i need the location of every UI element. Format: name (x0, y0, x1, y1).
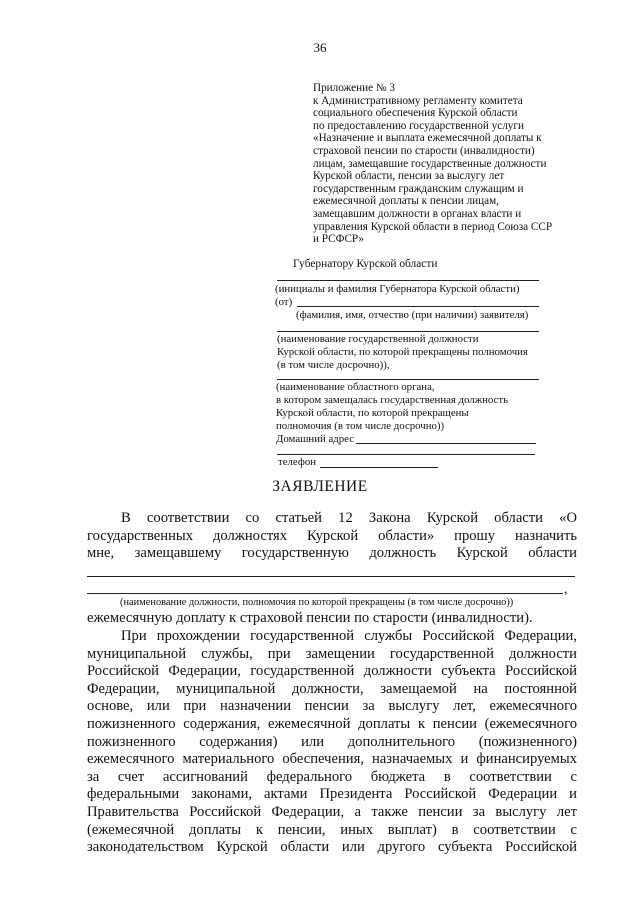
appendix-line: ежемесячной доплаты к пенсии лицам, (313, 195, 499, 208)
appendix-line: страховой пенсии по старости (инвалидности) (313, 144, 535, 157)
paragraph-line: (ежемесячной доплаты к пенсии, иных выплат) в соответствии с (87, 821, 577, 838)
appendix-line: и РСФСР» (313, 233, 364, 246)
paragraph-line: за счет ассигнований федерального бюджета в соответствии с (87, 768, 577, 785)
home-address-line-2 (277, 454, 535, 455)
fill-line-comma: , (564, 582, 568, 597)
organ-caption-1: (наименование областного органа, (276, 381, 435, 393)
paragraph-line: основе, или при назначении пенсии за выслугу лет, ежемесячного (87, 698, 577, 715)
appendix-line: управления Курской области в период Союза ССР (313, 220, 553, 233)
appendix-line: по предоставлению государственной услуги (313, 119, 524, 132)
paragraph-line: Российской Федерации, государственной должности субъекта Российской (87, 663, 577, 680)
page-number: 36 (313, 40, 327, 55)
paragraph-line: Правительства Российской Федерации, а также пенсии за выслугу лет (87, 803, 577, 820)
paragraph-line: ежемесячного материального обеспечения, назначаемых и финансируемых (87, 751, 577, 768)
intro-line-4: ежемесячную доплату к страховой пенсии по старости (инвалидности). (87, 610, 533, 626)
organ-line (277, 379, 539, 380)
appendix-line: Приложение № 3 (313, 82, 395, 94)
addressee: Губернатору Курской области (293, 258, 438, 270)
intro-line-2: государственных должностях Курской области» прошу назначить (87, 527, 577, 544)
position-fill-caption: (наименование должности, полномочия по которой прекращены (в том числе досрочно)) (120, 597, 514, 608)
paragraph-line: пожизненного содержания) или дополнительного (пожизненного) (87, 733, 577, 750)
phone-line (320, 467, 438, 468)
position-caption-1: (наименование государственной должности (277, 333, 479, 345)
paragraph-line: пожизненного содержания, ежемесячной доплаты к пенсии (ежемесячного (87, 715, 577, 732)
home-address-line (356, 443, 536, 444)
paragraph-line: При прохождении государственной службы Российской Федерации, (121, 628, 577, 644)
appendix-line: «Назначение и выплата ежемесячной доплаты к (313, 132, 542, 145)
intro-paragraph (87, 510, 577, 563)
governor-name-line (277, 280, 539, 281)
paragraph-line: законодательством Курской области или другого субъекта Российской (87, 839, 577, 856)
phone-label: телефон (278, 456, 316, 468)
intro-line-1: В соответствии со статьей 12 Закона Курской области «О (121, 510, 577, 526)
paragraph-line: муниципальной службы, при замещении государственной должности (87, 645, 577, 662)
organ-caption-2: в котором замещалась государственная должность (276, 394, 509, 406)
appendix-line: замещавшим должности в органах власти и (313, 207, 522, 220)
position-caption-2: Курской области, по которой прекращены полномочия (277, 346, 528, 358)
from-label: (от) (275, 296, 293, 308)
organ-caption-3: Курской области, по которой прекращены (276, 407, 469, 419)
home-address-label: Домашний адрес (276, 433, 354, 445)
position-caption-3: (в том числе досрочно)), (277, 359, 390, 371)
organ-caption-4: полномочия (в том числе досрочно)) (276, 420, 445, 432)
appendix-line: Курской области, пенсии за выслугу лет (313, 170, 505, 183)
position-line (277, 331, 539, 332)
appendix-line: социального обеспечения Курской области (313, 107, 518, 120)
applicant-caption: (фамилия, имя, отчество (при наличии) заявителя) (296, 309, 529, 321)
main-paragraph (87, 628, 577, 857)
appendix-line: к Административному регламенту комитета (313, 94, 523, 107)
appendix-block (313, 82, 583, 246)
paragraph-line: федеральными законами, актами Президента Российской Федерации и (87, 786, 577, 803)
paragraph-line: Федерации, муниципальной должности, замещаемой на постоянной (87, 680, 577, 697)
appendix-line: государственным гражданским служащим и (313, 182, 524, 195)
position-fill-line-2 (87, 593, 563, 594)
applicant-name-line (297, 306, 539, 307)
appendix-line: лицам, замещавшие государственные должности (313, 157, 547, 170)
intro-line-3: мне, замещавшему государственную должность Курской области (87, 545, 577, 562)
document-title: ЗАЯВЛЕНИЕ (272, 478, 368, 495)
governor-caption: (инициалы и фамилия Губернатора Курской области) (275, 283, 520, 295)
position-fill-line-1 (87, 576, 575, 577)
